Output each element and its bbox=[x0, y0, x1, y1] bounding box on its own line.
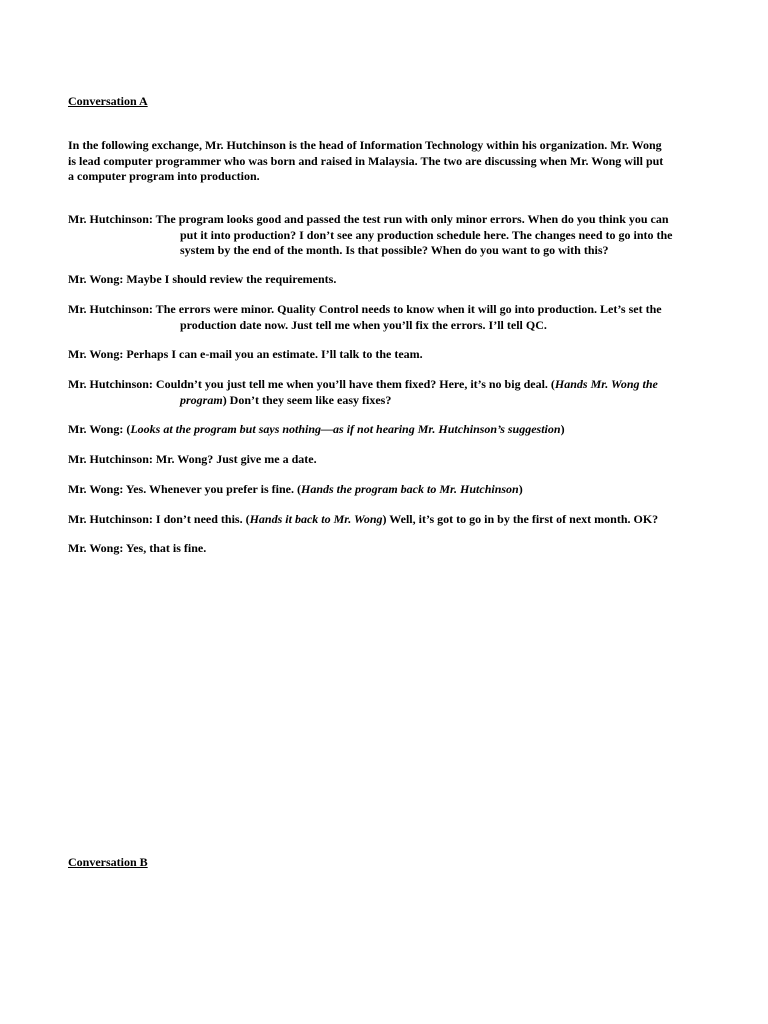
dialogue-turn bbox=[68, 347, 708, 363]
speech-text: Mr. Wong: ( bbox=[68, 422, 131, 436]
dialogue-turn bbox=[68, 422, 708, 438]
dialogue-line: put it into production? I don’t see any production schedule here. The changes need to go into the bbox=[180, 227, 673, 242]
dialogue-line: Mr. Hutchinson: The errors were minor. Quality Control needs to know when it will go into production. Let’s set the bbox=[68, 302, 662, 316]
conversation-a-heading: Conversation A bbox=[68, 94, 148, 108]
intro-line: In the following exchange, Mr. Hutchinson is the head of Information Technology within his organization. Mr. Wong bbox=[68, 138, 662, 152]
dialogue-turn bbox=[68, 452, 708, 468]
speech-text: ) bbox=[518, 482, 523, 496]
conversation-b-heading: Conversation B bbox=[68, 855, 148, 869]
speech-text: ) bbox=[560, 422, 565, 436]
stage-direction: Hands the program back to Mr. Hutchinson bbox=[301, 482, 519, 496]
dialogue-turn bbox=[68, 541, 708, 557]
dialogue-turn bbox=[68, 302, 708, 333]
dialogue-line bbox=[68, 393, 708, 409]
speech-text: Mr. Hutchinson: I don’t need this. ( bbox=[68, 512, 250, 526]
stage-direction: Hands Mr. Wong the bbox=[554, 377, 658, 391]
dialogue-line: system by the end of the month. Is that possible? When do you want to go with this? bbox=[180, 243, 609, 257]
dialogue-turn bbox=[68, 377, 708, 408]
dialogue-line: Mr. Hutchinson: The program looks good and passed the test run with only minor errors. When do you think you can bbox=[68, 212, 669, 226]
dialogue-line: Mr. Hutchinson: Mr. Wong? Just give me a date. bbox=[68, 452, 317, 466]
stage-direction: Looks at the program but says nothing—as if not hearing Mr. Hutchinson’s suggestion bbox=[130, 422, 561, 436]
stage-direction: Hands it back to Mr. Wong bbox=[249, 512, 383, 526]
dialogue-line: Mr. Wong: Maybe I should review the requirements. bbox=[68, 272, 337, 286]
speech-text: Mr. Hutchinson: Couldn’t you just tell me when you’ll have them fixed? Here, it’s no big deal. ( bbox=[68, 377, 555, 391]
stage-direction: program bbox=[180, 392, 223, 407]
dialogue-line bbox=[68, 422, 708, 438]
dialogue-line: Mr. Wong: Yes, that is fine. bbox=[68, 541, 207, 555]
dialogue-turn bbox=[68, 272, 708, 288]
intro-paragraph bbox=[68, 138, 708, 185]
speech-text: ) Don’t they seem like easy fixes? bbox=[222, 392, 392, 407]
speech-text: ) Well, it’s got to go in by the first of next month. OK? bbox=[382, 512, 659, 526]
dialogue-turn bbox=[68, 482, 708, 498]
dialogue-turn bbox=[68, 512, 708, 528]
dialogue-line bbox=[68, 482, 708, 498]
speech-text: Mr. Wong: Yes. Whenever you prefer is fine. ( bbox=[68, 482, 301, 496]
dialogue-line: Mr. Wong: Perhaps I can e-mail you an estimate. I’ll talk to the team. bbox=[68, 347, 423, 361]
intro-line: is lead computer programmer who was born and raised in Malaysia. The two are discussing when Mr. Wong will put bbox=[68, 153, 664, 168]
dialogue-line bbox=[68, 377, 708, 393]
dialogue-line: production date now. Just tell me when you’ll fix the errors. I’ll tell QC. bbox=[180, 317, 547, 332]
dialogue-line bbox=[68, 512, 708, 528]
intro-line: a computer program into production. bbox=[68, 169, 260, 183]
dialogue-turn bbox=[68, 212, 708, 259]
